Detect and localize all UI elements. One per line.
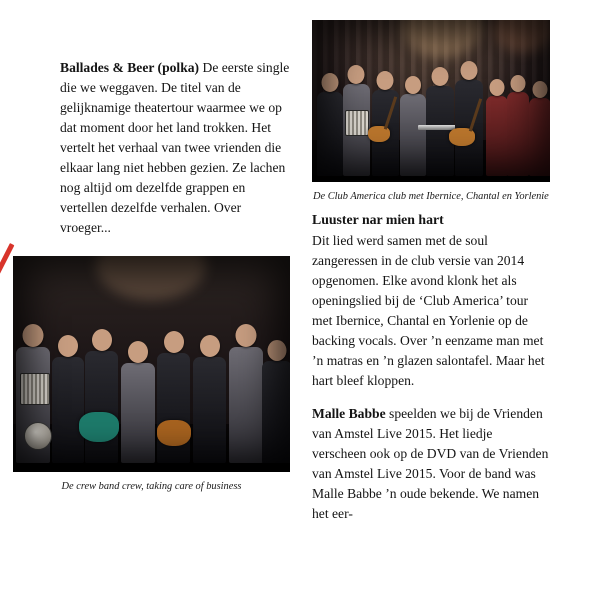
backing-vocalist (486, 72, 508, 176)
right-text-column (312, 210, 550, 524)
band-member (455, 54, 483, 176)
photo-caption-crew-band: De crew band crew, taking care of business (61, 481, 242, 492)
crew-member (121, 331, 155, 463)
photo-scene-stage (312, 20, 550, 182)
band-member (426, 60, 454, 176)
crew-member (262, 331, 290, 463)
photo-crew-band (13, 256, 290, 472)
section-body-malle-babbe: speelden we bij de Vrienden van Amstel Live 2015. Het liedje verscheen ook op de DVD van de Vrienden van Amstel Live 2015. Voor de band was Malle Babbe ’n oude bekende. We namen het eer- (312, 406, 549, 521)
photo-caption-club-america: De Club America club met Ibernice, Chantal en Yorlenie (313, 191, 549, 202)
band-member (343, 58, 370, 176)
left-text-column (60, 58, 290, 238)
section-body-luuster: Dit lied werd samen met de soul zangeressen in de club versie van 2014 opgenomen. Elke avond klonk het als openingslied bij de ‘Club America’ tour met Ibernice, Chantal en Yorlenie op de backing vocals. Over ’n eenzame man met ’n matras en ’n glazen salontafel. Maar het hart bleef kloppen. (312, 233, 545, 389)
crew-member (193, 325, 226, 463)
article-title-ballades: Ballades & Beer (polka) (60, 60, 200, 75)
article-paragraph-ballades (60, 58, 290, 238)
section-title-malle-babbe: Malle Babbe (312, 406, 386, 422)
article-body-ballades: De eerste single die we weggaven. De titel van de gelijknamige theatertour waarmee we op dat moment door het land trokken. Het vertelt het verhaal van twee vrienden die elkaar lang niet hebben gezien. Ze lachen nog altijd om dezelfde grappen en vertellen dezelfde verhalen. Over vroeger... (60, 60, 290, 235)
band-member (400, 68, 426, 176)
crew-member (229, 313, 263, 463)
photo-club-america (312, 20, 550, 182)
section-luuster (312, 210, 550, 391)
band-member (372, 64, 399, 176)
backing-vocalist (529, 76, 550, 176)
section-malle-babbe (312, 404, 550, 524)
crew-member (52, 325, 84, 463)
band-member (317, 66, 343, 176)
guitar-prop (157, 420, 191, 446)
paragraph-spacer (312, 391, 550, 404)
photo-scene-stage-crew (13, 256, 290, 472)
section-title-luuster: Luuster nar mien hart (312, 212, 444, 227)
guitar-prop (79, 412, 119, 442)
backing-vocalist (507, 68, 529, 176)
